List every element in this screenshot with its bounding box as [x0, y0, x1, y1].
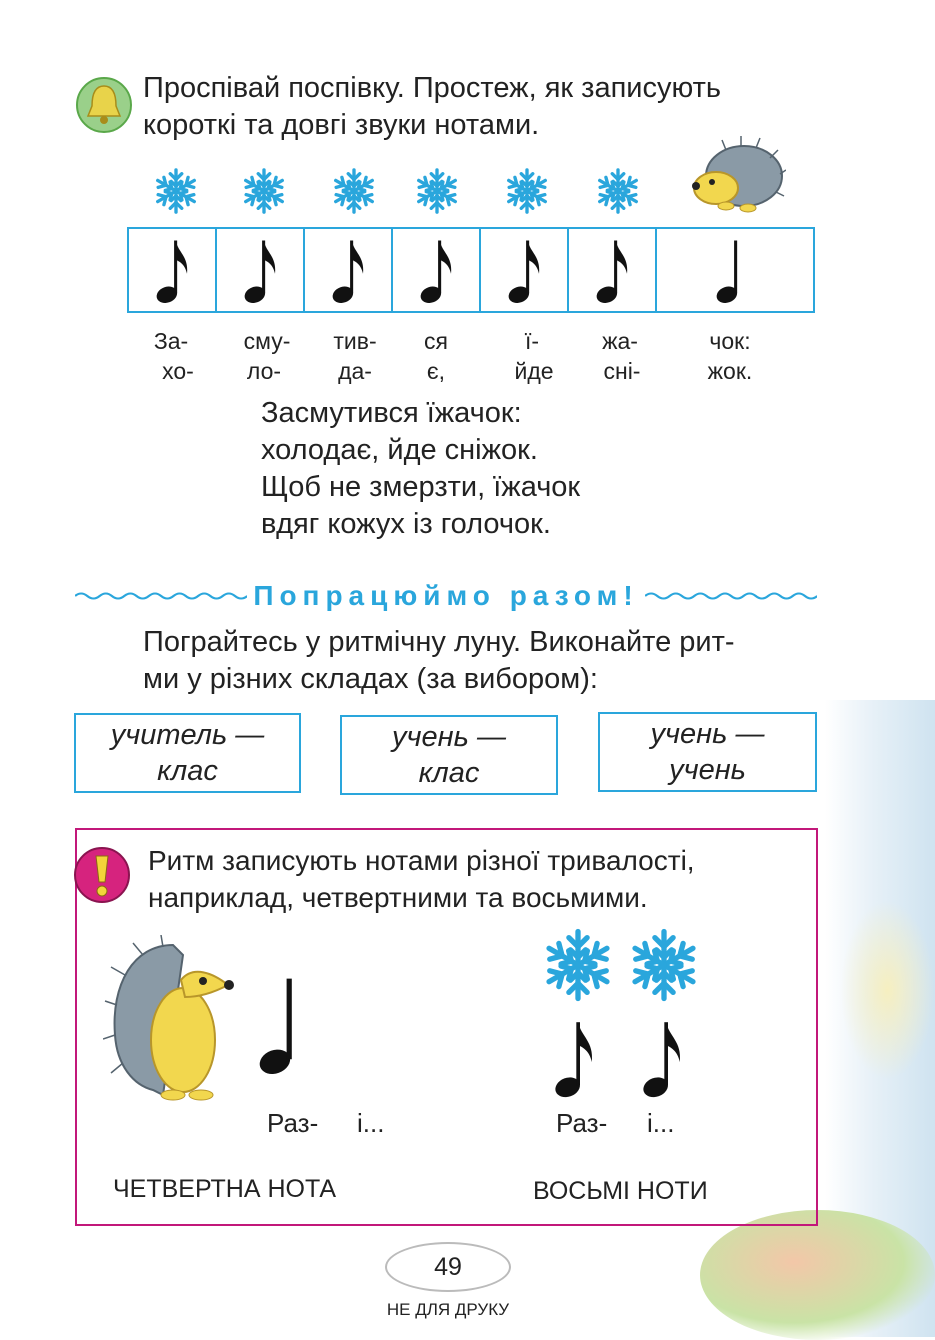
eighth-note-icon: [331, 237, 367, 307]
rhythm-cell: [129, 229, 217, 311]
option-line: учень: [669, 754, 746, 786]
rhythm-cell: [217, 229, 305, 311]
syllable-bottom: жок.: [707, 358, 753, 384]
syllable-bottom: хо-: [162, 358, 194, 384]
eighth-note-icon: [640, 1018, 686, 1102]
snowflake-icon: [503, 167, 551, 215]
decorative-flowers: [700, 1210, 935, 1340]
quarter-syllable-1: Раз-: [267, 1108, 319, 1138]
syllable-bottom: є,: [426, 358, 446, 384]
option-box-student-student: [598, 712, 817, 792]
decorative-glow: [840, 900, 935, 1080]
snowflake-icon: [330, 167, 378, 215]
rhythm-strip: [127, 227, 815, 313]
poem-line: вдяг кожух із голочок.: [261, 508, 551, 540]
snowflake-icon: [594, 167, 642, 215]
rule-text: [148, 842, 808, 916]
rhythm-cell: [393, 229, 481, 311]
syllable-top: ся: [424, 328, 448, 354]
syllable-top: ї-: [524, 328, 540, 354]
option-line: клас: [418, 757, 480, 789]
rhythm-cell: [305, 229, 393, 311]
exclamation-icon: [74, 846, 130, 904]
snowflake-icon: [240, 167, 288, 215]
rhythm-cell: [481, 229, 569, 311]
eighth-syllable-2: і...: [647, 1108, 675, 1138]
eighth-note-icon: [155, 237, 191, 307]
quarter-note-icon: [258, 972, 310, 1084]
syllable-top: жа-: [602, 328, 638, 354]
poem-line: Засмутився їжачок:: [261, 397, 522, 429]
section-heading: [75, 578, 817, 614]
eighth-syllable-1: Раз-: [556, 1108, 608, 1138]
eighth-note-icon: [595, 237, 631, 307]
instruction-line-1: Проспівай поспівку. Простеж, як записують: [143, 72, 721, 104]
syllable-top: сму-: [243, 328, 291, 354]
poem: [261, 395, 580, 543]
eighth-notes-caption: ВОСЬМІ НОТИ: [533, 1177, 708, 1205]
eighth-note-icon: [243, 237, 279, 307]
eighth-note-icon: [552, 1018, 598, 1102]
syllable-bottom: ло-: [246, 358, 282, 384]
syllable-bottom: сні-: [603, 358, 641, 384]
instruction-text: [143, 70, 823, 144]
syllable-top: За-: [153, 328, 189, 354]
quarter-syllable-2: і...: [357, 1108, 385, 1138]
syllable-top: чок:: [709, 328, 751, 354]
together-instruction-line-1: Пограйтесь у ритмічну луну. Виконайте рит-: [143, 626, 735, 658]
rhythm-cell: [569, 229, 657, 311]
bell-icon: [76, 76, 132, 134]
option-line: учень —: [392, 721, 506, 753]
together-instruction-line-2: ми у різних складах (за вибором):: [143, 663, 598, 695]
snowflake-icon: [626, 927, 702, 1003]
syllable-bottom: йде: [514, 358, 554, 384]
option-box-teacher-class: [74, 713, 301, 793]
rule-line-1: Ритм записують нотами різної тривалості,: [148, 845, 695, 876]
page-number: [385, 1242, 511, 1292]
syllable-top: тив-: [333, 328, 377, 354]
syllable-bottom: да-: [338, 358, 372, 384]
wavy-line-right: [645, 591, 817, 601]
page-number-text: 49: [434, 1252, 462, 1281]
option-line: учитель —: [110, 719, 265, 751]
snowflake-icon: [152, 167, 200, 215]
rhythm-cell: [657, 229, 813, 311]
option-line: клас: [157, 755, 218, 787]
rule-line-2: наприклад, четвертними та восьмими.: [148, 882, 648, 913]
together-instruction: [143, 624, 833, 698]
wavy-line-left: [75, 591, 247, 601]
print-notice: НЕ ДЛЯ ДРУКУ: [386, 1300, 510, 1319]
snowflake-icon: [413, 167, 461, 215]
section-title: Попрацюймо разом!: [253, 580, 639, 611]
hedgehog-illustration: [686, 134, 786, 216]
snowflake-icon: [540, 927, 616, 1003]
poem-line: холодає, йде сніжок.: [261, 434, 538, 466]
hedgehog-illustration: [103, 935, 238, 1105]
poem-line: Щоб не змерзти, їжачок: [261, 471, 581, 503]
quarter-note-icon: [715, 237, 751, 307]
quarter-note-caption: ЧЕТВЕРТНА НОТА: [113, 1175, 337, 1203]
instruction-line-2: короткі та довгі звуки нотами.: [143, 109, 540, 141]
eighth-note-icon: [419, 237, 455, 307]
option-box-student-class: [340, 715, 558, 795]
option-line: учень —: [650, 718, 765, 750]
eighth-note-icon: [507, 237, 543, 307]
